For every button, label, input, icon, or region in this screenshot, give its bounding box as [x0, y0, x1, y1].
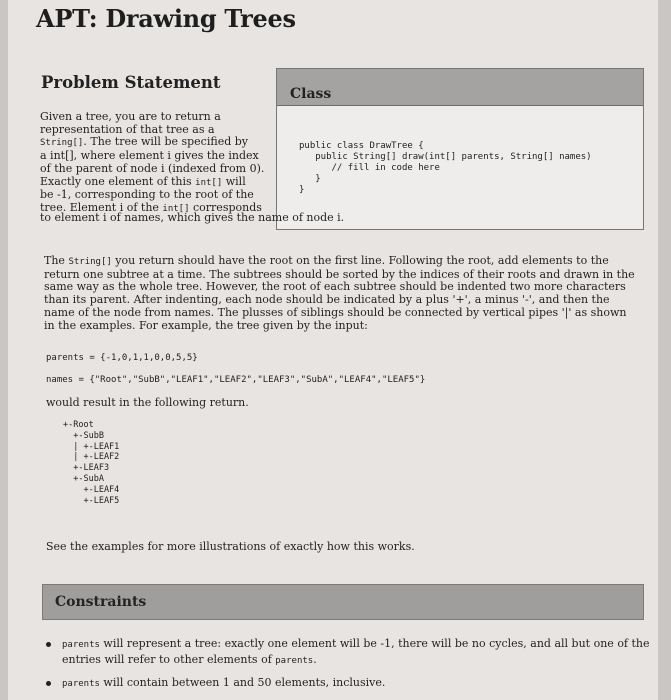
p1-last-line: to element i of names, which gives the name of node i. — [40, 211, 345, 224]
constraint-item — [62, 676, 652, 692]
class-box — [276, 68, 644, 230]
p1-line — [40, 136, 270, 150]
p1-line: of the parent of node i (indexed from 0). — [40, 161, 265, 175]
constraint-text: . — [313, 652, 317, 666]
inline-code: int[] — [195, 177, 223, 188]
inline-code: parents — [62, 679, 100, 689]
problem-paragraph-1 — [40, 111, 270, 216]
names-example: names = {"Root","SubB","LEAF1","LEAF2","LEAF3","SubA","LEAF4","LEAF5"} — [46, 375, 426, 385]
constraint-text: will represent a tree: exactly one element will be -1, there will be no cycles, and all but one of the entries will refer to other elements of — [62, 637, 650, 666]
p1-line: a int[], where element i gives the index — [40, 149, 259, 163]
tree-output: +-Root +-SubB | +-LEAF1 | +-LEAF2 +-LEAF3 +-SubA +-LEAF4 +-LEAF5 — [63, 420, 120, 506]
p2-text: you return should have the root on the first line. Following the root, add elements to the return one subtree at a time. The subtrees should be sorted by the indices of their roots and drawn in the same way as the whole tree. However, the root of each subtree should be indented two more characters than its parent. After indenting, each node should be indicated by a plus '+', a minus '-', and then the name of the node from names. The plusses of siblings should be connected by vertical pipes '|' as shown in the examples. For example, the tree given by the input: — [44, 254, 635, 332]
p2-text: The — [44, 254, 69, 267]
p1-line: representation of that tree as a — [40, 122, 215, 136]
class-code: public class DrawTree { public String[] draw(int[] parents, String[] names) // fill in code here } } — [299, 141, 592, 195]
p1-text: . The tree will be specified by — [83, 135, 249, 149]
constraints-header — [42, 584, 644, 620]
inline-code: String[] — [68, 257, 112, 267]
see-examples-text: See the examples for more illustrations of exactly how this works. — [46, 540, 415, 553]
inline-code: int[] — [162, 203, 190, 214]
inline-code: String[] — [40, 138, 84, 149]
document-page — [8, 0, 658, 700]
constraint-text: will contain between 1 and 50 elements, inclusive. — [99, 676, 386, 689]
p1-line: Given a tree, you are to return a — [40, 110, 221, 123]
constraints-heading: Constraints — [55, 594, 147, 610]
inline-code: parents — [62, 640, 100, 650]
problem-statement-heading: Problem Statement — [41, 73, 221, 92]
p1-text: Exactly one element of this — [40, 174, 196, 188]
constraint-item — [62, 637, 652, 668]
class-heading: Class — [290, 86, 332, 102]
p1-text: will — [222, 174, 246, 188]
parents-example: parents = {-1,0,1,1,0,0,5,5} — [46, 353, 198, 363]
result-intro: would result in the following return. — [46, 396, 249, 409]
p1-text: tree. Element i of the — [40, 200, 163, 214]
p1-text: corresponds — [189, 200, 262, 214]
problem-paragraph-2 — [44, 255, 639, 332]
class-box-header — [277, 69, 643, 106]
page-title: APT: Drawing Trees — [36, 4, 296, 33]
inline-code: parents — [275, 655, 314, 666]
p1-line — [40, 176, 270, 190]
p1-line: be -1, corresponding to the root of the — [40, 188, 254, 202]
